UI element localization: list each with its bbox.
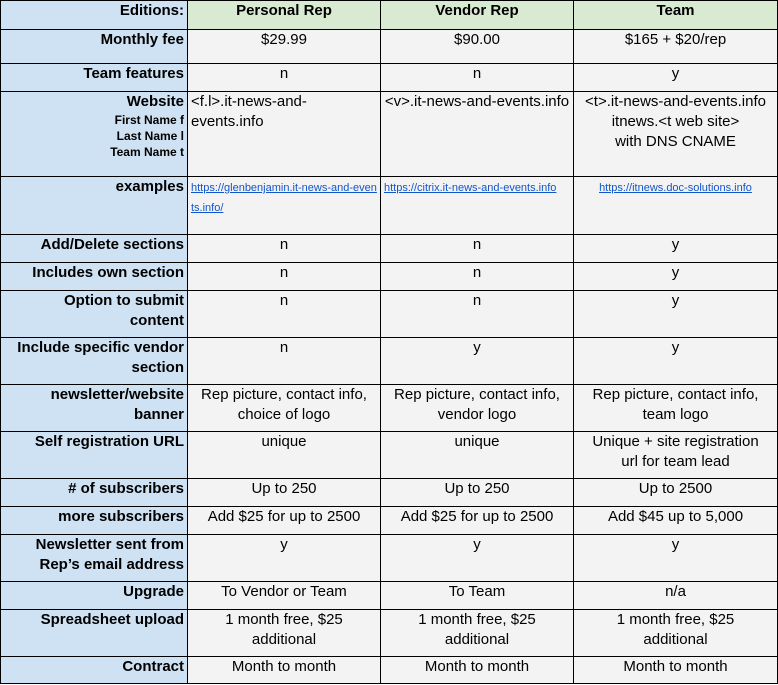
example-link[interactable]: https://glenbenjamin.it-news-and-events.info/ bbox=[191, 182, 377, 214]
row-label: Monthly fee bbox=[1, 30, 188, 64]
table-row bbox=[1, 479, 778, 507]
table-cell bbox=[188, 177, 381, 235]
row-label: Spreadsheet upload bbox=[1, 610, 188, 657]
cell-line: 1 month free, $25 bbox=[225, 611, 343, 628]
table-cell: n bbox=[188, 291, 381, 338]
table-cell bbox=[188, 432, 381, 479]
table-cell: y bbox=[381, 535, 574, 582]
table-row bbox=[1, 235, 778, 263]
row-label bbox=[1, 291, 188, 338]
table-cell: Month to month bbox=[188, 657, 381, 684]
table-cell: Add $25 for up to 2500 bbox=[188, 507, 381, 535]
table-cell bbox=[574, 432, 778, 479]
row-label-line: newsletter/website bbox=[50, 386, 184, 403]
cell-line: <v>.it-news-and-events.info bbox=[384, 93, 570, 110]
row-label-line: banner bbox=[133, 406, 184, 423]
table-cell: Add $45 up to 5,000 bbox=[574, 507, 778, 535]
table-row bbox=[1, 64, 778, 92]
row-label bbox=[1, 338, 188, 385]
table-cell bbox=[381, 177, 574, 235]
cell-line: Rep picture, contact info, bbox=[201, 386, 367, 403]
cell-line: unique bbox=[261, 433, 307, 450]
row-label: Includes own section bbox=[1, 263, 188, 291]
row-label-line: Include specific vendor bbox=[17, 339, 184, 356]
table-cell: n bbox=[381, 235, 574, 263]
row-label bbox=[1, 385, 188, 432]
cell-line: choice of logo bbox=[237, 406, 331, 423]
cell-line: Rep picture, contact info, bbox=[394, 386, 560, 403]
table-row bbox=[1, 177, 778, 235]
cell-line: url for team lead bbox=[621, 453, 730, 470]
row-sublabel: Last Name l bbox=[116, 129, 184, 143]
table-cell bbox=[188, 385, 381, 432]
row-sublabel: Team Name t bbox=[110, 145, 184, 159]
cell-line: <f.l>.it-news-and-events.info bbox=[191, 93, 307, 130]
table-cell: n bbox=[381, 291, 574, 338]
table-cell: n bbox=[188, 263, 381, 291]
table-cell: n bbox=[381, 64, 574, 92]
table-row bbox=[1, 385, 778, 432]
table-cell: y bbox=[574, 235, 778, 263]
table-cell: n bbox=[188, 235, 381, 263]
row-label bbox=[1, 535, 188, 582]
cell-line: additional bbox=[643, 631, 708, 648]
table-cell: To Vendor or Team bbox=[188, 582, 381, 610]
row-label: Team features bbox=[1, 64, 188, 92]
cell-line: Unique + site registration bbox=[592, 433, 759, 450]
row-label-website bbox=[1, 92, 188, 177]
cell-line: team logo bbox=[642, 406, 709, 423]
table-cell: n bbox=[188, 338, 381, 385]
table-cell bbox=[574, 385, 778, 432]
table-cell bbox=[381, 610, 574, 657]
row-label: # of subscribers bbox=[1, 479, 188, 507]
table-cell: Add $25 for up to 2500 bbox=[381, 507, 574, 535]
table-row bbox=[1, 507, 778, 535]
cell-line: with DNS CNAME bbox=[615, 133, 736, 150]
table-cell bbox=[188, 610, 381, 657]
table-cell: Up to 250 bbox=[188, 479, 381, 507]
row-label-line: section bbox=[131, 359, 184, 376]
row-label: examples bbox=[1, 177, 188, 235]
row-label: more subscribers bbox=[1, 507, 188, 535]
table-cell bbox=[574, 92, 778, 177]
cell-line: 1 month free, $25 bbox=[418, 611, 536, 628]
table-cell: Month to month bbox=[381, 657, 574, 684]
cell-line: itnews.<t web site> bbox=[611, 113, 740, 130]
column-header-team: Team bbox=[574, 1, 778, 30]
row-label-line: Newsletter sent from bbox=[35, 536, 184, 553]
cell-line: <t>.it-news-and-events.info bbox=[585, 93, 766, 110]
row-label: Self registration URL bbox=[1, 432, 188, 479]
table-cell: y bbox=[574, 338, 778, 385]
row-sublabel: First Name f bbox=[114, 113, 184, 127]
cell-line: 1 month free, $25 bbox=[616, 611, 735, 628]
table-row bbox=[1, 610, 778, 657]
table-row bbox=[1, 291, 778, 338]
row-label: Website bbox=[126, 93, 184, 110]
cell-line: additional bbox=[444, 631, 510, 648]
table-row bbox=[1, 338, 778, 385]
column-header-personal-rep: Personal Rep bbox=[188, 1, 381, 30]
corner-cell bbox=[1, 1, 188, 30]
header-row bbox=[1, 1, 778, 30]
table-cell: n/a bbox=[574, 582, 778, 610]
example-link[interactable]: https://citrix.it-news-and-events.info bbox=[384, 182, 557, 194]
table-cell: y bbox=[574, 263, 778, 291]
table-cell: y bbox=[574, 535, 778, 582]
table-cell: n bbox=[188, 64, 381, 92]
cell-line: additional bbox=[251, 631, 317, 648]
editions-label: Editions: bbox=[119, 2, 184, 19]
row-label: Upgrade bbox=[1, 582, 188, 610]
table-cell: Up to 250 bbox=[381, 479, 574, 507]
table-cell: $90.00 bbox=[381, 30, 574, 64]
table-row bbox=[1, 92, 778, 177]
table-cell: y bbox=[574, 64, 778, 92]
example-link[interactable]: https://itnews.doc-solutions.info bbox=[599, 182, 752, 194]
table-cell bbox=[381, 432, 574, 479]
table-cell bbox=[188, 92, 381, 177]
row-label: Contract bbox=[1, 657, 188, 684]
table-row bbox=[1, 657, 778, 684]
row-label-line: Option to submit bbox=[64, 292, 184, 309]
row-label: Add/Delete sections bbox=[1, 235, 188, 263]
cell-line: vendor logo bbox=[437, 406, 517, 423]
table-cell: To Team bbox=[381, 582, 574, 610]
table-cell bbox=[381, 92, 574, 177]
cell-line: unique bbox=[454, 433, 500, 450]
table-cell: n bbox=[381, 263, 574, 291]
table-cell bbox=[574, 610, 778, 657]
table-cell: y bbox=[188, 535, 381, 582]
table-cell bbox=[574, 177, 778, 235]
table-cell: y bbox=[381, 338, 574, 385]
table-row bbox=[1, 582, 778, 610]
table-cell bbox=[381, 385, 574, 432]
table-cell: Up to 2500 bbox=[574, 479, 778, 507]
cell-line: Rep picture, contact info, bbox=[592, 386, 759, 403]
row-label-line: content bbox=[129, 312, 184, 329]
table-row bbox=[1, 30, 778, 64]
table-row bbox=[1, 535, 778, 582]
table-cell: $29.99 bbox=[188, 30, 381, 64]
table-row bbox=[1, 432, 778, 479]
row-label-line: Rep’s email address bbox=[39, 556, 184, 573]
column-header-vendor-rep: Vendor Rep bbox=[381, 1, 574, 30]
table-row bbox=[1, 263, 778, 291]
table-cell: y bbox=[574, 291, 778, 338]
table-cell: Month to month bbox=[574, 657, 778, 684]
table-cell: $165 + $20/rep bbox=[574, 30, 778, 64]
